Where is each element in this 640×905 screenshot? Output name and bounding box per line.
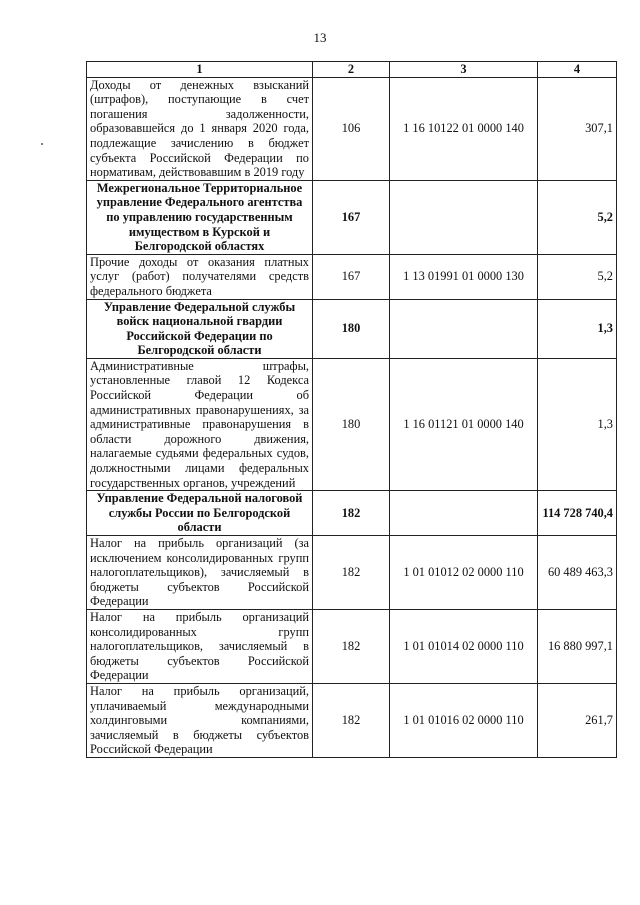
margin-dot xyxy=(41,143,43,145)
budget-classification-code: 1 01 01016 02 0000 110 xyxy=(390,683,538,757)
table-row xyxy=(87,358,617,490)
table-row xyxy=(87,254,617,299)
table-header-row xyxy=(87,62,617,78)
admin-code: 182 xyxy=(313,683,390,757)
budget-classification-code: 1 16 01121 01 0000 140 xyxy=(390,358,538,490)
amount: 261,7 xyxy=(538,683,617,757)
budget-classification-code xyxy=(390,299,538,358)
agency-row xyxy=(87,491,617,536)
row-description: Управление Федеральной службы войск национальной гвардии Российской Федерации по Белгородской области xyxy=(87,299,313,358)
row-description: Административные штрафы, установленные главой 12 Кодекса Российской Федерации об административных правонарушениях, за административные правонарушения в области дорожного движения, налагаемые судьями федеральных судов, должностными лицами федеральных государственных органов, учреждений xyxy=(87,358,313,490)
admin-code: 180 xyxy=(313,358,390,490)
table-row xyxy=(87,77,617,180)
amount: 5,2 xyxy=(538,180,617,254)
admin-code: 182 xyxy=(313,491,390,536)
budget-classification-code xyxy=(390,180,538,254)
page-number: 13 xyxy=(313,30,327,45)
budget-classification-code: 1 16 10122 01 0000 140 xyxy=(390,77,538,180)
table-body xyxy=(87,77,617,757)
amount: 1,3 xyxy=(538,299,617,358)
admin-code: 182 xyxy=(313,536,390,610)
table-row xyxy=(87,609,617,683)
budget-classification-code: 1 01 01014 02 0000 110 xyxy=(390,609,538,683)
table-row xyxy=(87,683,617,757)
row-description: Налог на прибыль организаций, уплачиваемый международными холдинговыми компаниями, зачисляемый в бюджеты субъектов Российской Федерации xyxy=(87,683,313,757)
budget-classification-code xyxy=(390,491,538,536)
column-header: 3 xyxy=(390,62,538,78)
row-description: Межрегиональное Территориальное управление Федерального агентства по управлению государственным имуществом в Курской и Белгородской областях xyxy=(87,180,313,254)
table-row xyxy=(87,536,617,610)
row-description: Налог на прибыль организаций консолидированных групп налогоплательщиков, зачисляемый в бюджеты субъектов Российской Федерации xyxy=(87,609,313,683)
admin-code: 167 xyxy=(313,254,390,299)
row-description: Доходы от денежных взысканий (штрафов), поступающие в счет погашения задолженности, образовавшейся до 1 января 2020 года, подлежащие зачислению в бюджет субъекта Российской Федерации по нормативам, действовавшим в 2019 году xyxy=(87,77,313,180)
column-header: 1 xyxy=(87,62,313,78)
revenue-table xyxy=(86,61,617,758)
amount: 60 489 463,3 xyxy=(538,536,617,610)
admin-code: 106 xyxy=(313,77,390,180)
budget-classification-code: 1 13 01991 01 0000 130 xyxy=(390,254,538,299)
agency-row xyxy=(87,299,617,358)
amount: 5,2 xyxy=(538,254,617,299)
budget-classification-code: 1 01 01012 02 0000 110 xyxy=(390,536,538,610)
column-header: 2 xyxy=(313,62,390,78)
admin-code: 180 xyxy=(313,299,390,358)
admin-code: 167 xyxy=(313,180,390,254)
admin-code: 182 xyxy=(313,609,390,683)
row-description: Налог на прибыль организаций (за исключением консолидированных групп налогоплательщиков), зачисляемый в бюджеты субъектов Российской Федерации xyxy=(87,536,313,610)
amount: 307,1 xyxy=(538,77,617,180)
amount: 1,3 xyxy=(538,358,617,490)
column-header: 4 xyxy=(538,62,617,78)
agency-row xyxy=(87,180,617,254)
amount: 114 728 740,4 xyxy=(538,491,617,536)
row-description: Прочие доходы от оказания платных услуг (работ) получателями средств федерального бюджета xyxy=(87,254,313,299)
row-description: Управление Федеральной налоговой службы России по Белгородской области xyxy=(87,491,313,536)
amount: 16 880 997,1 xyxy=(538,609,617,683)
